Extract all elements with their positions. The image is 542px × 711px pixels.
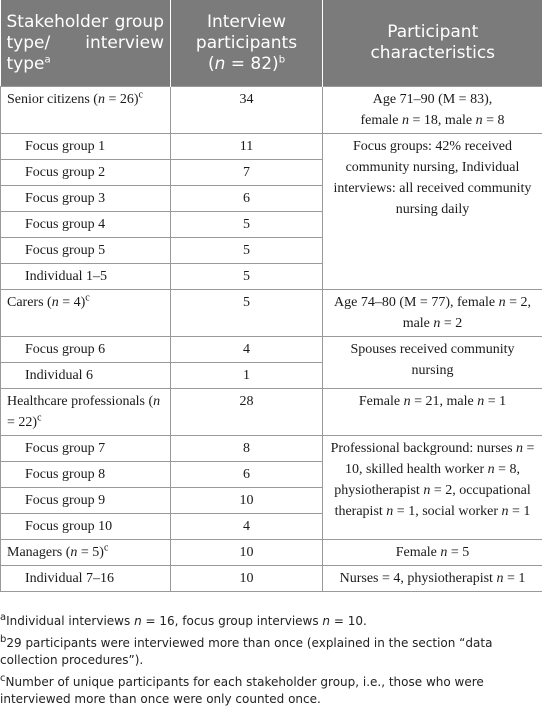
header-interview-participants: Interview participants (n = 82)$^b$ — [171, 0, 323, 87]
table-row — [1, 87, 542, 134]
characteristics-senior-subgroups: Focus groups: 42% received community nursing, Individual interviews: all received community nursing daily — [323, 134, 542, 290]
header-stakeholder-group: Stakeholder group type/ interview type$^a$ — [1, 0, 171, 87]
participant-count: 34 — [171, 87, 323, 134]
table-row — [1, 389, 542, 436]
characteristics-senior-citizens: Age 71–90 (M = 83), female n = 18, male n = 8 — [323, 87, 542, 134]
subgroup-label: Individual 6 — [1, 363, 171, 389]
participant-count: 10 — [171, 566, 323, 592]
characteristics-healthcare-professionals: Female n = 21, male n = 1 — [323, 389, 542, 436]
subgroup-label: Focus group 6 — [1, 337, 171, 363]
participant-count: 28 — [171, 389, 323, 436]
group-label-senior-citizens: Senior citizens (n = 26)$^c$ — [1, 87, 171, 134]
subgroup-label: Focus group 7 — [1, 436, 171, 462]
table-row — [1, 337, 542, 363]
participant-count: 4 — [171, 514, 323, 540]
participant-count: 6 — [171, 462, 323, 488]
group-label-carers: Carers (n = 4)$^c$ — [1, 290, 171, 337]
participant-count: 5 — [171, 290, 323, 337]
participant-count: 5 — [171, 238, 323, 264]
subgroup-label: Focus group 2 — [1, 160, 171, 186]
characteristics-manager-individuals: Nurses = 4, physiotherapist n = 1 — [323, 566, 542, 592]
participant-count: 4 — [171, 337, 323, 363]
table-row — [1, 290, 542, 337]
table-row — [1, 540, 542, 566]
participant-count: 6 — [171, 186, 323, 212]
characteristics-professional-subgroups: Professional background: nurses n = 10, skilled health worker n = 8, physiotherapist n = 2, occupational therapist n = 1, social worker n = 1 — [323, 436, 542, 540]
subgroup-label: Focus group 10 — [1, 514, 171, 540]
characteristics-carer-subgroups: Spouses received community nursing — [323, 337, 542, 389]
subgroup-label: Focus group 8 — [1, 462, 171, 488]
subgroup-label: Focus group 1 — [1, 134, 171, 160]
group-label-managers: Managers (n = 5)$^c$ — [1, 540, 171, 566]
subgroup-label: Focus group 4 — [1, 212, 171, 238]
participant-count: 10 — [171, 488, 323, 514]
subgroup-label: Individual 7–16 — [1, 566, 171, 592]
group-label-healthcare-professionals: Healthcare professionals (n = 22)$^c$ — [1, 389, 171, 436]
subgroup-label: Focus group 9 — [1, 488, 171, 514]
table-row — [1, 436, 542, 462]
table-row — [1, 134, 542, 160]
participant-count: 11 — [171, 134, 323, 160]
participant-count: 10 — [171, 540, 323, 566]
subgroup-label: Focus group 5 — [1, 238, 171, 264]
header-participant-characteristics: Participant characteristics — [323, 0, 542, 87]
subgroup-label: Focus group 3 — [1, 186, 171, 212]
participant-count: 5 — [171, 264, 323, 290]
participant-count: 7 — [171, 160, 323, 186]
subgroup-label: Individual 1–5 — [1, 264, 171, 290]
footnote-a: $^a$Individual interviews n = 16, focus group interviews n = 10. — [0, 612, 367, 628]
participant-count: 1 — [171, 363, 323, 389]
table-footnotes — [0, 613, 538, 708]
footnote-b: $^b$29 participants were interviewed more than once (explained in the section “data collection procedures”). — [0, 634, 493, 667]
table-row — [1, 566, 542, 592]
participant-count: 8 — [171, 436, 323, 462]
participant-count: 5 — [171, 212, 323, 238]
footnote-c: $^c$Number of unique participants for each stakeholder group, i.e., those who were interviewed more than once were only counted once. — [0, 673, 484, 706]
characteristics-managers: Female n = 5 — [323, 540, 542, 566]
characteristics-carers: Age 74–80 (M = 77), female n = 2, male n = 2 — [323, 290, 542, 337]
header-row — [1, 0, 542, 87]
